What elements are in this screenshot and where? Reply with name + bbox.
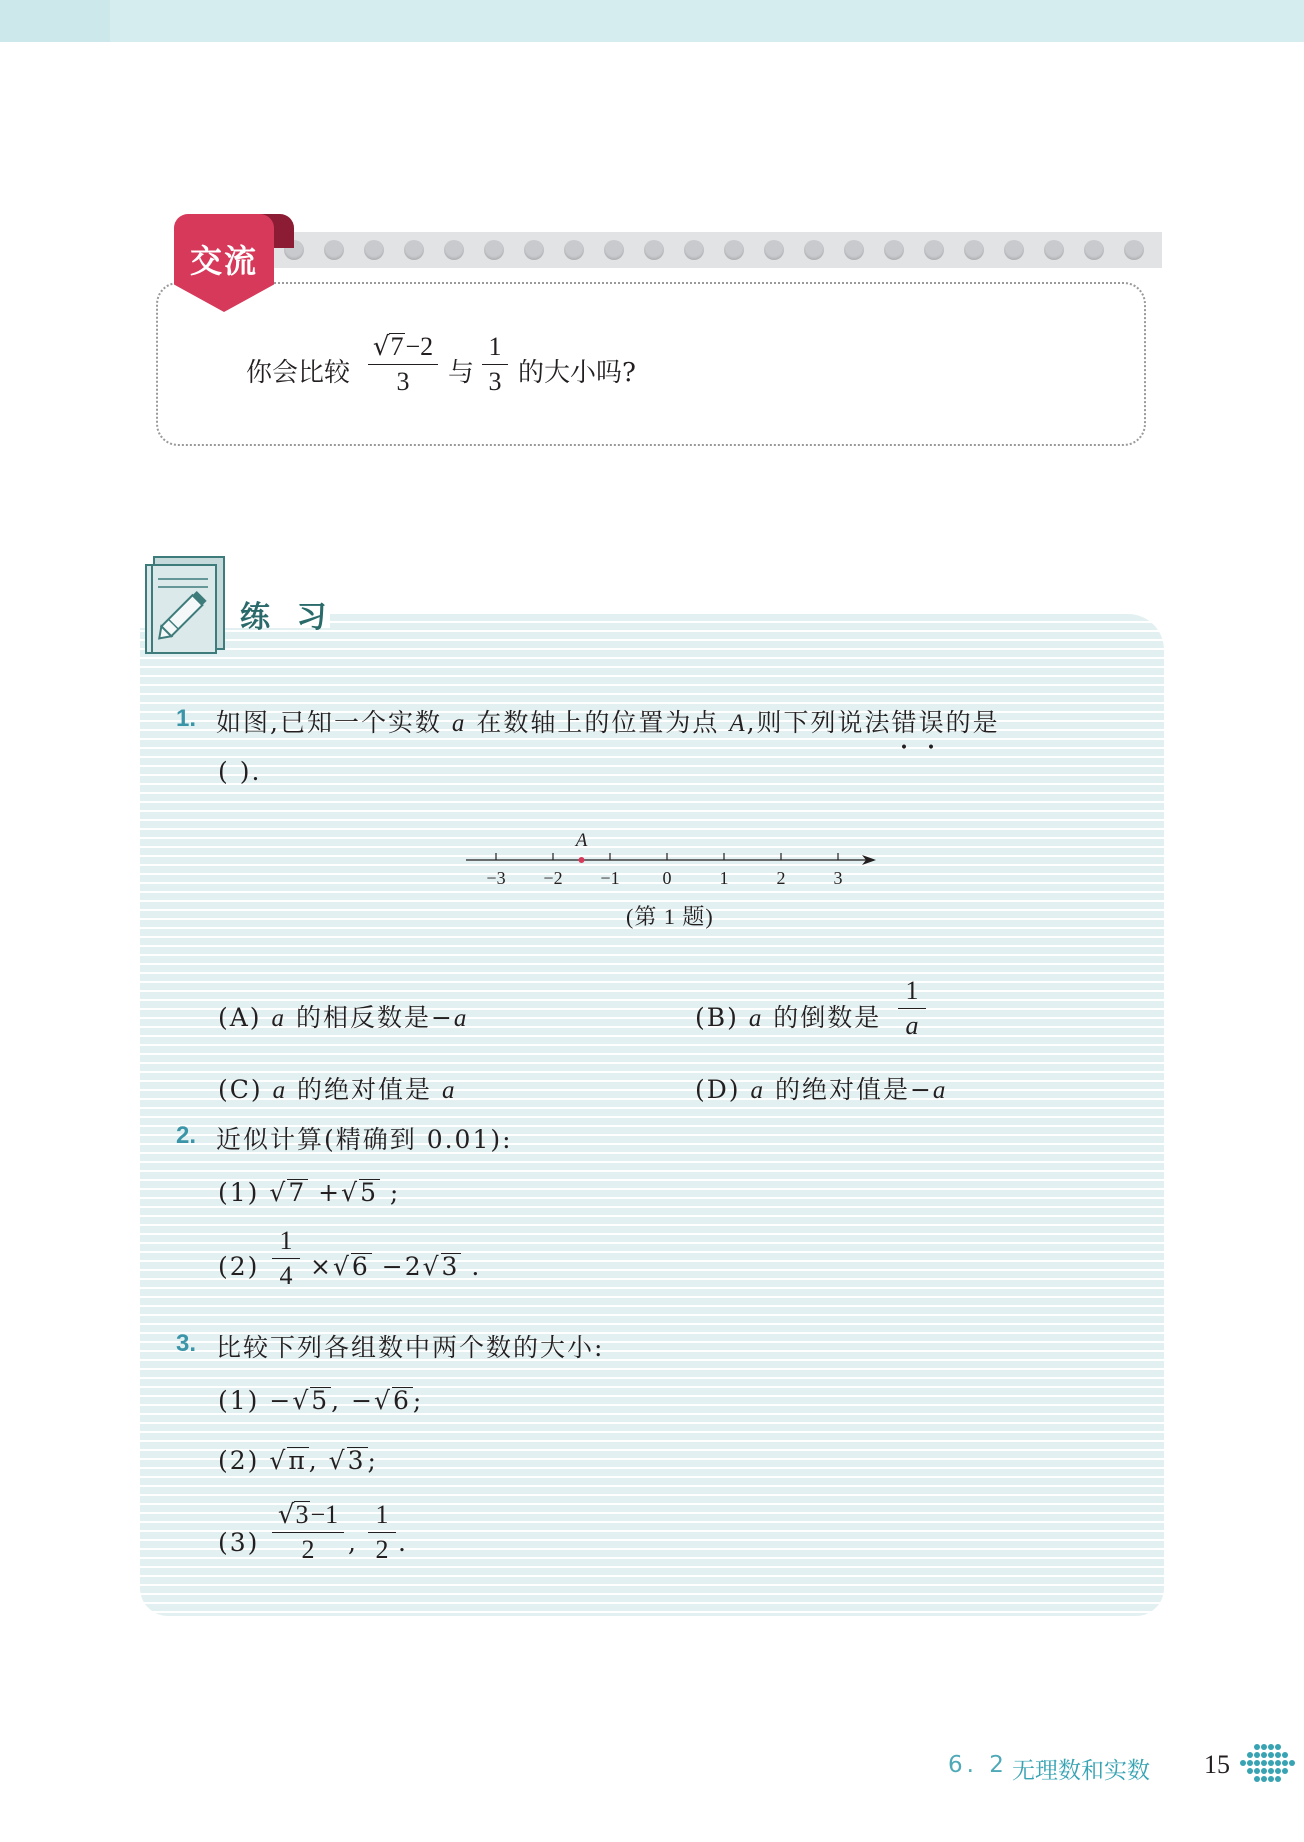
footer-dot [1261,1760,1267,1766]
footer-dot [1268,1760,1274,1766]
exchange-question-prefix: 你会比较 [246,358,351,388]
footer-dot [1275,1776,1281,1782]
point-a-label: A [575,830,588,851]
page-number: 15 [1204,1750,1230,1779]
number-line-tick-label: 1 [719,868,729,888]
fraction-1-denominator: 3 [396,367,410,396]
strip-dot [644,240,664,260]
number-line-tick-label: −2 [543,868,563,888]
footer-dot [1282,1752,1288,1758]
strip-dot [844,240,864,260]
strip-dot [564,240,584,260]
q1-stem: 如图,已知一个实数 a 在数轴上的位置为点 A,则下列说法错误的是 [216,708,1000,737]
exchange-tag-label: 交流 [189,242,258,280]
q3-part-1: (1) −√5, −√6; [218,1386,424,1415]
footer-dot-cluster [1240,1740,1300,1784]
strip-dot [764,240,784,260]
point-a-marker [579,857,585,863]
strip-dot [964,240,984,260]
exchange-fraction-2 [482,332,508,397]
exchange-question-middle: 与 [448,358,475,388]
strip-dot [1044,240,1064,260]
footer-dot [1261,1744,1267,1750]
emphasis-cuo: 错 [891,708,919,737]
top-band [0,0,1304,42]
strip-dot [444,240,464,260]
footer-dot [1261,1752,1267,1758]
exchange-question-suffix: 的大小吗? [518,358,636,388]
q1-option-d: (D) a 的绝对值是−a [695,1075,948,1104]
top-band-accent [0,0,110,42]
footer-dot [1240,1760,1246,1766]
fraction-2-numerator: 1 [488,332,502,361]
footer-dot [1254,1768,1260,1774]
footer-section-title: 无理数和实数 [1012,1758,1150,1784]
q1-figure-caption: (第 1 题) [626,904,714,929]
q3-stem: 比较下列各组数中两个数的大小: [216,1333,605,1362]
radical-7: 7 [390,332,404,361]
strip-dot [604,240,624,260]
strip-dot [404,240,424,260]
q1-number-line [460,818,890,904]
q1-answer-blank: ( ). [218,757,262,786]
footer-dot [1254,1752,1260,1758]
footer-dot [1275,1760,1281,1766]
q3-part-3-sep: , [348,1528,358,1557]
q3-part-3-label: (3) [218,1528,260,1557]
q1-option-c: (C) a 的绝对值是 a [218,1075,457,1104]
footer-dot [1275,1768,1281,1774]
footer-dot [1275,1744,1281,1750]
q3-part-3-end: . [398,1528,408,1557]
footer-dot [1254,1744,1260,1750]
q1-option-b: (B) a 的倒数是 [695,1003,882,1032]
footer-dot [1268,1776,1274,1782]
footer-dot [1247,1752,1253,1758]
footer-dot [1268,1744,1274,1750]
q2-part-1: (1) √7 +√5 ; [218,1178,401,1207]
q2-number: 2. [176,1122,197,1149]
fraction-2-denominator: 3 [488,367,502,396]
footer-dot [1247,1768,1253,1774]
q3-part-3-fraction-1: √3−1 2 [272,1500,344,1565]
practice-title: 练 习 [240,600,335,635]
strip-dot [324,240,344,260]
number-line-tick-label: 3 [833,868,843,888]
strip-dot [1084,240,1104,260]
strip-dot [924,240,944,260]
footer-dot [1289,1760,1295,1766]
footer-dot [1247,1760,1253,1766]
exchange-dot-strip [270,232,1162,268]
footer-dot [1268,1768,1274,1774]
strip-dot [484,240,504,260]
q3-part-2: (2) √π, √3; [218,1446,378,1475]
footer-dot [1254,1776,1260,1782]
strip-dot [364,240,384,260]
q3-part-3-fraction-2: 1 2 [368,1500,396,1565]
footer-dot [1275,1752,1281,1758]
footer-dot [1268,1752,1274,1758]
strip-dot [524,240,544,260]
number-line-tick-label: −1 [600,868,620,888]
emphasis-wu: 误 [918,708,946,737]
notebook-pencil-icon [144,555,228,655]
q1-option-b-fraction: 1 a [898,976,926,1041]
q1-number: 1. [176,705,197,732]
fraction-1-numerator-rest: −2 [405,332,434,361]
footer-section-number: 6. 2 [948,1752,1008,1778]
strip-dot [884,240,904,260]
footer-dot [1261,1776,1267,1782]
q2-part-2-label: (2) [218,1252,260,1281]
strip-dot [804,240,824,260]
strip-dot [1124,240,1144,260]
exchange-fraction-1: √7−2 3 [368,332,438,397]
footer-dot [1282,1760,1288,1766]
q2-part-2-expr: ×√6 −2√3 . [310,1252,482,1281]
strip-dot [684,240,704,260]
q1-option-a: (A) a 的相反数是−a [218,1003,469,1032]
strip-dot [1004,240,1024,260]
number-line-tick-label: −3 [486,868,506,888]
q3-number: 3. [176,1330,197,1357]
footer-dot [1254,1760,1260,1766]
number-line-tick-label: 0 [662,868,672,888]
footer-dot [1261,1768,1267,1774]
q2-stem: 近似计算(精确到 0.01): [216,1125,513,1154]
strip-dot [724,240,744,260]
q2-part-2-fraction: 1 4 [272,1226,300,1291]
footer-dot [1282,1768,1288,1774]
number-line-tick-label: 2 [776,868,786,888]
